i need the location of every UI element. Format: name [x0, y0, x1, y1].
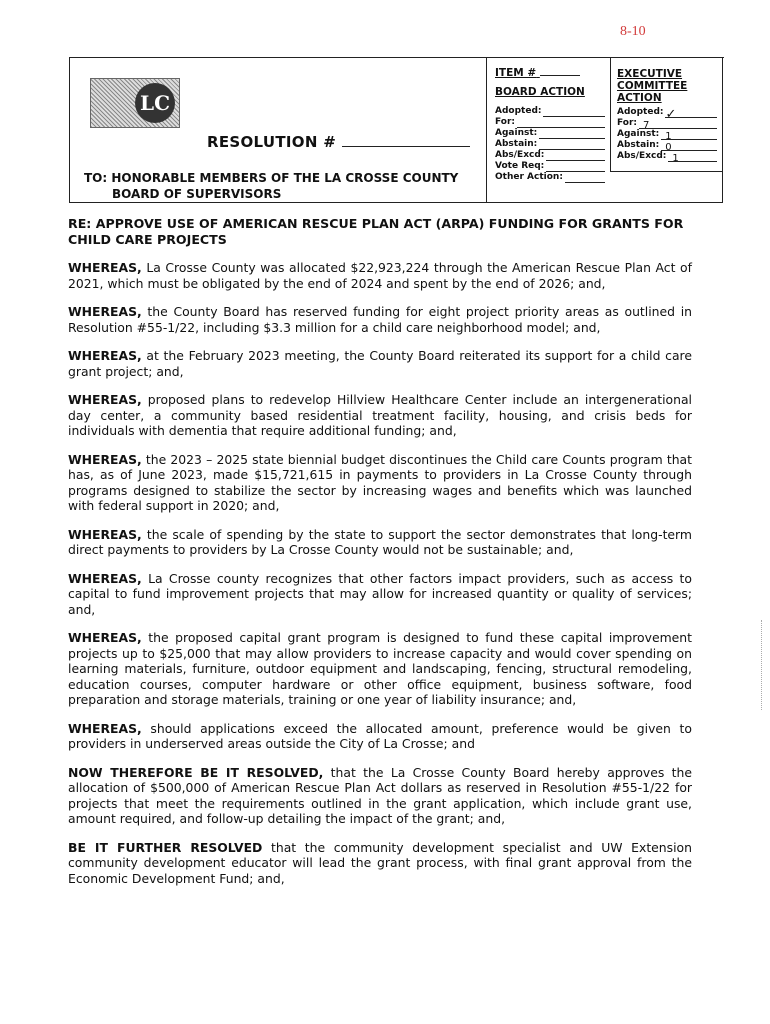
exec-field-abstain: Abstain: 0: [617, 140, 717, 151]
clause-paragraph: WHEREAS, proposed plans to redevelop Hillview Healthcare Center include an intergenerational day center, a community based residential treatment facility, housing, and crisis beds for individuals with dementia that require additional funding; and,: [68, 392, 692, 438]
county-seal-logo: [90, 78, 180, 128]
resolved-paragraph: NOW THEREFORE BE IT RESOLVED, that the La Crosse County Board hereby approves the allocation of $500,000 of American Rescue Plan Act dollars as reserved in Resolution #55-1/22 for projects that meet the requirements outlined in the grant application, which include grant use, amount required, and follow-up detailing the impact of the grant; and,: [68, 764, 692, 826]
clause-paragraph: WHEREAS, the proposed capital grant program is designed to fund these capital improvement projects up to $25,000 that may allow providers to increase capacity and would cover spending on learning materials, furniture, outdoor equipment and landscaping, fencing, structural remodeling, education courses, computer hardware or other office equipment, business software, food preparation and storage materials, training or one year of liability insurance; and,: [68, 630, 692, 707]
board-action-column: [495, 68, 605, 183]
page-number: 8-10: [620, 24, 646, 39]
board-field-against: Against:: [495, 128, 605, 139]
resolution-body: [68, 216, 692, 899]
clause-paragraph: WHEREAS, at the February 2023 meeting, the County Board reiterated its support for a child care grant project; and,: [68, 348, 692, 379]
board-field-abs-excd: Abs/Excd:: [495, 150, 605, 161]
re-heading: RE: APPROVE USE OF AMERICAN RESCUE PLAN ACT (ARPA) FUNDING FOR GRANTS FOR CHILD CARE PROJECTS: [68, 216, 684, 247]
clause-paragraph: WHEREAS, the 2023 – 2025 state biennial budget discontinues the Child care Counts program that has, as of June 2023, made $15,721,615 in payments to providers in La Crosse County through programs designed to stabilize the sector by increasing wages and benefits which was launched with federal support in 2020; and,: [68, 451, 692, 513]
item-number-label: ITEM #: [495, 68, 605, 79]
addressee-line-1: TO: HONORABLE MEMBERS OF THE LA CROSSE COUNTY: [84, 171, 459, 185]
executive-committee-title: EXECUTIVE COMMITTEE ACTION: [617, 68, 688, 104]
resolved-paragraph: BE IT FURTHER RESOLVED that the community development specialist and UW Extension community development educator will lead the grant process, with final grant approval from the Economic Development Fund; and,: [68, 839, 692, 886]
board-field-adopted: Adopted:: [495, 106, 605, 117]
lc-logo-icon: LC: [135, 83, 175, 123]
clause-paragraph: WHEREAS, the County Board has reserved funding for eight project priority areas as outlined in Resolution #55-1/22, including $3.3 million for a child care neighborhood model; and,: [68, 304, 692, 335]
resolution-number-blank: [342, 134, 470, 147]
clause-paragraph: WHEREAS, La Crosse County was allocated $22,923,224 through the American Rescue Plan Act of 2021, which must be obligated by the end of 2024 and spent by the end of 2026; and,: [68, 260, 692, 291]
board-field-other-action: Other Action:: [495, 172, 605, 183]
clause-paragraph: WHEREAS, La Crosse county recognizes that other factors impact providers, such as access to capital to fund improvement projects that may allow for increased quantity or quality of services; and,: [68, 570, 692, 617]
corner-mark: [704, 57, 724, 58]
resolution-label: RESOLUTION #: [207, 133, 337, 151]
exec-field-abs-excd: Abs/Excd: 1: [617, 151, 717, 162]
resolution-title: [207, 133, 470, 151]
executive-committee-action-box: [610, 58, 723, 172]
addressee-line-2: BOARD OF SUPERVISORS: [112, 187, 282, 201]
clause-paragraph: WHEREAS, should applications exceed the allocated amount, preference would be given to providers in underserved areas outside the City of La Crosse; and: [68, 720, 692, 751]
board-field-abstain: Abstain:: [495, 139, 605, 150]
checkmark-icon: ✓: [665, 107, 677, 122]
clause-paragraph: WHEREAS, the scale of spending by the state to support the sector demonstrates that long-term direct payments to providers by La Crosse County would not be sustainable; and,: [68, 526, 692, 557]
board-action-label: BOARD ACTION: [495, 86, 585, 98]
exec-field-for: For: 7: [617, 118, 717, 129]
board-field-for: For:: [495, 117, 605, 128]
exec-field-against: Against: 1: [617, 129, 717, 140]
resolution-header-box: [69, 57, 723, 203]
board-field-vote-req: Vote Req:: [495, 161, 605, 172]
exec-field-adopted: Adopted: ✓: [617, 107, 717, 118]
column-divider: [486, 58, 487, 203]
scan-margin-marks: [761, 620, 763, 710]
addressee: [84, 170, 484, 202]
